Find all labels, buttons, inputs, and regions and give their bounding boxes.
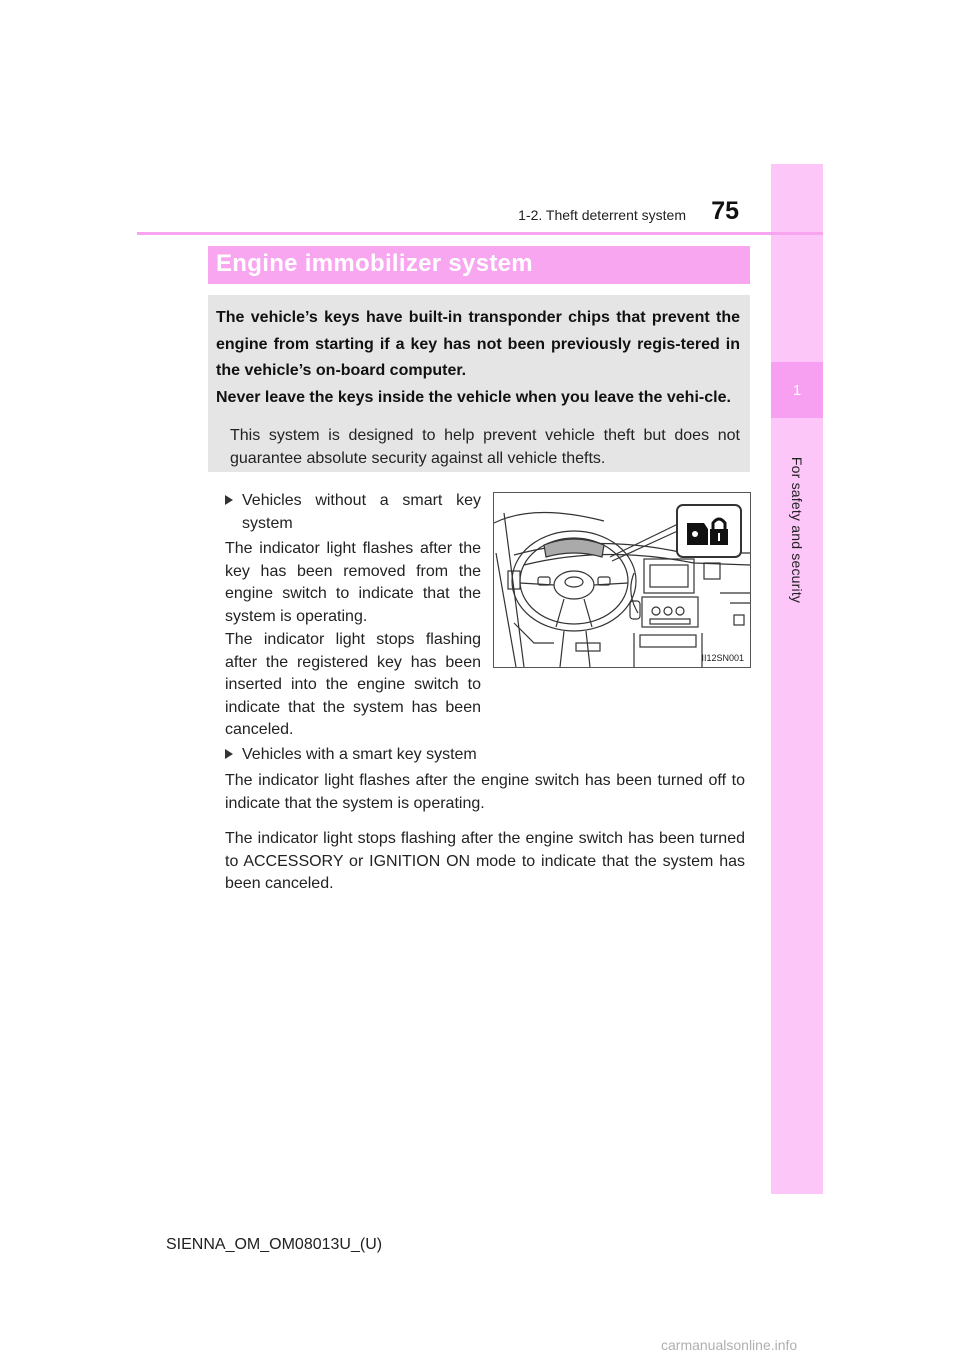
heading-smart-key-text: Vehicles with a smart key system [242, 746, 477, 763]
paragraph-smart-key-2: The indicator light stops flashing after the engine switch has been turned to ACCESSORY or IGNITION ON mode to indicate that the system has been canceled. [225, 830, 745, 892]
dashboard-line-drawing [494, 493, 750, 667]
page-title: Engine immobilizer system [216, 250, 533, 277]
watermark: carmanualsonline.info [661, 1337, 798, 1353]
summary-bold-text [216, 305, 740, 411]
summary-note: This system is designed to help prevent vehicle theft but does not guarantee absolute security against all vehicle thefts. [230, 427, 740, 467]
illustration-code: II12SN001 [701, 653, 744, 663]
summary-box [208, 295, 750, 472]
heading-no-smart-key [225, 489, 481, 535]
page-number: 75 [711, 197, 739, 225]
document-footer: SIENNA_OM_OM08013U_(U) [166, 1236, 383, 1253]
section-header: 1-2. Theft deterrent system [518, 207, 686, 223]
indicator-callout [677, 505, 741, 557]
chapter-number: 1 [771, 362, 823, 418]
heading-smart-key [225, 743, 745, 766]
title-bar [208, 246, 750, 284]
bullet-triangle-icon [225, 495, 233, 505]
paragraph-smart-key-1: The indicator light flashes after the engine switch has been turned off to indicate that the system is operating. [225, 772, 745, 812]
bullet-triangle-icon [225, 749, 233, 759]
dashboard-illustration [493, 492, 751, 668]
paragraph-no-smart-key-2: The indicator light stops flashing after the registered key has been inserted into the engine switch to indicate that the system has been canceled. [225, 631, 481, 738]
chapter-side-tab [771, 164, 823, 1194]
summary-line-2: Never leave the keys inside the vehicle when you leave the vehi-cle. [216, 388, 731, 406]
summary-line-1: The vehicle’s keys have built-in transponder chips that prevent the engine from starting if a key has not been previously regis-tered in the vehicle’s on-board computer. [216, 309, 740, 379]
header-divider [137, 232, 823, 235]
heading-no-smart-key-text: Vehicles without a smart key system [242, 492, 481, 532]
chapter-title: For safety and security [789, 456, 805, 604]
paragraph-no-smart-key-1: The indicator light flashes after the key has been removed from the engine switch to indicate that the system is operating. [225, 540, 481, 625]
